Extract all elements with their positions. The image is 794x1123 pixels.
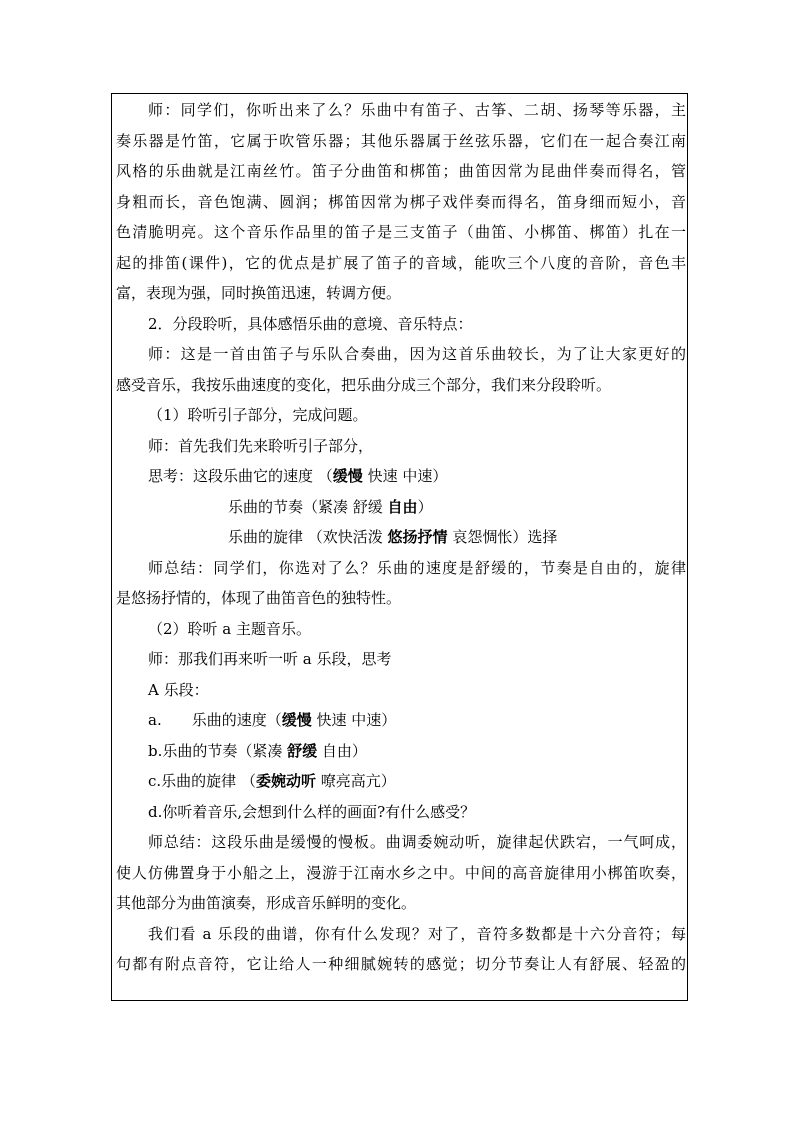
paragraph-line: 使人仿佛置身于小船之上，漫游于江南水乡之中。中间的高音旋律用小梆笛吹奏， <box>116 863 686 882</box>
paragraph-line: 是悠扬抒情的，体现了曲笛音色的独特性。 <box>116 589 402 607</box>
paragraph-line: 句都有附点音符，它让给人一种细腻婉转的感觉；切分节奏让人有舒展、轻盈的 <box>116 955 686 973</box>
paragraph-line: 师总结：同学们，你选对了么？乐曲的速度是舒缓的，节奏是自由的，旋律 <box>148 558 686 577</box>
question-text: 自由） <box>317 741 367 760</box>
question-text: c.乐曲的旋律 （ <box>148 772 256 790</box>
paragraph-line: 风格的乐曲就是江南丝竹。笛子分曲笛和梆笛；曲笛因常为昆曲伴奏而得名，管 <box>116 162 686 180</box>
paragraph-line: 起的排笛(课件)，它的优点是扩展了笛子的音域，能吹三个八度的音阶，音色丰 <box>116 253 686 272</box>
paragraph-line: 身粗而长，音色饱满、圆润；梆笛因常为梆子戏伴奏而得名，笛身细而短小，音 <box>116 192 686 211</box>
question-text: 快速 中速） <box>311 711 397 729</box>
question-text: 乐曲的速度（ <box>191 711 282 729</box>
selected-answer: 自由 <box>387 497 418 516</box>
paragraph-line: 师：首先我们先来聆听引子部分， <box>148 436 374 455</box>
question-line: d.你听着音乐,会想到什么样的画面?有什么感受？ <box>148 802 476 821</box>
question-marker: a. <box>148 711 162 729</box>
paragraph-line: A 乐段： <box>148 680 209 699</box>
question-line <box>116 522 686 553</box>
question-text: 思考：这段乐曲它的速度 （ <box>148 467 333 485</box>
question-line <box>116 461 686 492</box>
question-text: ） <box>417 497 433 516</box>
question-line <box>116 705 686 736</box>
question-text: 乐曲的旋律 （欢快活泼 <box>228 528 388 546</box>
paragraph-line: 感受音乐，我按乐曲速度的变化，把乐曲分成三个部分，我们来分段聆听。 <box>116 375 612 394</box>
lesson-text <box>116 95 686 980</box>
selected-answer: 舒缓 <box>287 741 318 760</box>
paragraph-line: 奏乐器是竹笛，它属于吹管乐器；其他乐器属于丝弦乐器，它们在一起合奏江南 <box>116 131 686 150</box>
paragraph-line: 富，表现为强，同时换笛迅速，转调方便。 <box>116 284 402 302</box>
subsection-heading: （2）聆听 a 主题音乐。 <box>148 619 312 638</box>
question-line <box>116 492 686 523</box>
paragraph-line: 师总结：这段乐曲是缓慢的慢板。曲调委婉动听，旋律起伏跌宕，一气呵成， <box>148 833 686 851</box>
question-text: 哀怨惆怅）选择 <box>447 528 558 546</box>
question-text: 快速 中速） <box>362 467 448 485</box>
question-line <box>116 736 686 767</box>
question-line <box>116 766 686 797</box>
paragraph-line: 我们看 a 乐段的曲谱，你有什么发现？对了，音符多数都是十六分音符；每 <box>148 924 686 943</box>
paragraph-line: 师：这是一首由笛子与乐队合奏曲，因为这首乐曲较长，为了让大家更好的 <box>148 345 686 363</box>
paragraph-line: 其他部分为曲笛演奏，形成音乐鲜明的变化。 <box>116 894 417 912</box>
paragraph-line: 师：同学们，你听出来了么？乐曲中有笛子、古筝、二胡、扬琴等乐器，主 <box>148 101 686 119</box>
selected-answer: 缓慢 <box>332 467 363 485</box>
paragraph-line: 色清脆明亮。这个音乐作品里的笛子是三支笛子（曲笛、小梆笛、梆笛）扎在一 <box>116 223 686 241</box>
question-text: 嘹亮高亢） <box>315 772 396 790</box>
selected-answer: 悠扬抒情 <box>387 528 448 546</box>
selected-answer: 委婉动听 <box>255 772 316 790</box>
selected-answer: 缓慢 <box>281 711 312 729</box>
question-text: b.乐曲的节奏（紧凑 <box>148 741 288 760</box>
question-text: 乐曲的节奏（紧凑 舒缓 <box>228 497 388 516</box>
subsection-heading: （1）聆听引子部分，完成问题。 <box>148 406 368 424</box>
paragraph-line: 师：那我们再来听一听 a 乐段，思考 <box>148 650 392 668</box>
section-heading: 2．分段聆听，具体感悟乐曲的意境、音乐特点： <box>148 314 473 333</box>
